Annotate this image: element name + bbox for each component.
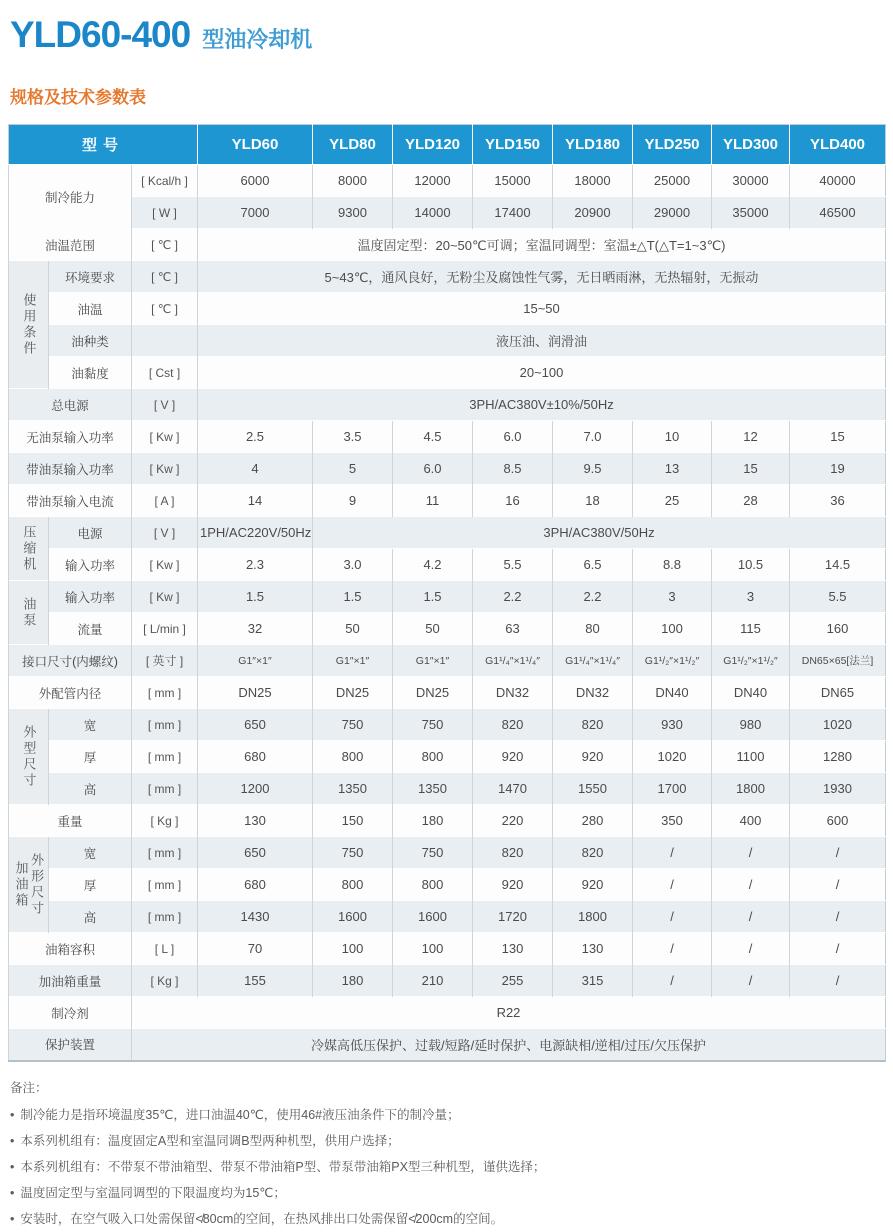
table-row [9,773,886,805]
value-cell: 220 [473,805,553,837]
value-cell: 1020 [790,709,886,741]
value-cell: 1430 [198,901,313,933]
model-header-cell: YLD400 [790,125,886,165]
value-cell: 750 [393,709,473,741]
vertical-group-text: 加油箱 [13,860,29,909]
model-header-cell: YLD250 [633,125,712,165]
row-label-cell: 带油泵输入电流 [9,485,132,517]
value-cell: 9 [313,485,393,517]
row-label-cell: 高 [49,901,132,933]
value-cell: 820 [553,837,633,869]
unit-cell: [ ℃ ] [132,229,198,261]
value-cell: 1470 [473,773,553,805]
value-cell: 2.2 [473,581,553,613]
value-cell: 5 [313,453,393,485]
row-label-cell: 带油泵输入功率 [9,453,132,485]
value-cell: 20900 [553,197,633,229]
value-cell: 1020 [633,741,712,773]
value-cell: 50 [313,613,393,645]
value-cell: 1.5 [313,581,393,613]
value-cell: G1¹/₄″×1¹/₄″ [553,645,633,677]
group-label-cell [9,517,49,581]
value-cell: 6.5 [553,549,633,581]
value-cell: 3.0 [313,549,393,581]
span-value-cell: R22 [132,997,886,1029]
unit-cell: [ ℃ ] [132,261,198,293]
value-cell: 750 [313,709,393,741]
group-label-cell [9,709,49,805]
table-row [9,1029,886,1061]
value-cell: G1″×1″ [393,645,473,677]
value-cell: 40000 [790,165,886,197]
row-label-cell: 环境要求 [49,261,132,293]
model-header-cell: YLD60 [198,125,313,165]
value-cell: 920 [553,869,633,901]
value-cell: / [633,965,712,997]
unit-cell: [ mm ] [132,677,198,709]
row-label-cell: 油黏度 [49,357,132,389]
value-cell: 820 [553,709,633,741]
value-cell: 315 [553,965,633,997]
value-cell: 350 [633,805,712,837]
unit-cell: [ L ] [132,933,198,965]
value-cell: 1720 [473,901,553,933]
value-cell: 19 [790,453,886,485]
value-cell: 2.2 [553,581,633,613]
table-row [9,997,886,1029]
table-row [9,293,886,325]
value-cell: 36 [790,485,886,517]
unit-cell: [ Cst ] [132,357,198,389]
value-cell: 750 [393,837,473,869]
model-header-cell: YLD300 [712,125,790,165]
value-cell: 255 [473,965,553,997]
table-row [9,229,886,261]
value-cell: 1800 [553,901,633,933]
value-cell: 13 [633,453,712,485]
value-cell: 1PH/AC220V/50Hz [198,517,313,549]
row-label-cell: 厚 [49,741,132,773]
row-label-cell: 油温范围 [9,229,132,261]
unit-cell: [ mm ] [132,709,198,741]
value-cell: 4.5 [393,421,473,453]
value-cell: / [712,933,790,965]
unit-cell: [ V ] [132,389,198,421]
note-text: 本系列机组有：温度固定A型和室温同调B型两种机型，供用户选择； [20,1133,400,1148]
value-cell: / [712,965,790,997]
value-cell: 930 [633,709,712,741]
value-cell: 11 [393,485,473,517]
value-cell: 6000 [198,165,313,197]
unit-cell: [ W ] [132,197,198,229]
value-cell: 1200 [198,773,313,805]
bullet-icon: • [10,1211,15,1226]
table-row [9,517,886,549]
value-cell: G1″×1″ [313,645,393,677]
value-cell: 12000 [393,165,473,197]
value-cell: 70 [198,933,313,965]
value-cell: 130 [198,805,313,837]
value-cell: 80 [553,613,633,645]
row-label-cell: 宽 [49,709,132,741]
note-item [10,1102,885,1128]
row-label-cell: 电源 [49,517,132,549]
value-cell: 115 [712,613,790,645]
unit-cell: [ mm ] [132,901,198,933]
value-cell: 650 [198,837,313,869]
value-cell: 650 [198,709,313,741]
table-row [9,901,886,933]
unit-cell: [ mm ] [132,773,198,805]
unit-cell: [ Kw ] [132,421,198,453]
table-row [9,581,886,613]
row-label-cell: 保护装置 [9,1029,132,1061]
value-cell: 1550 [553,773,633,805]
table-row [9,741,886,773]
value-cell: / [790,933,886,965]
value-cell: 1.5 [393,581,473,613]
value-cell: 2.5 [198,421,313,453]
table-row [9,421,886,453]
unit-cell: [ mm ] [132,869,198,901]
table-row [9,389,886,421]
row-label-cell: 总电源 [9,389,132,421]
table-row [9,933,886,965]
row-label-cell: 制冷能力 [9,165,132,229]
value-cell: 800 [393,869,473,901]
value-cell: 8.8 [633,549,712,581]
row-label-cell: 流量 [49,613,132,645]
model-header-cell: YLD120 [393,125,473,165]
bullet-icon: • [10,1185,15,1200]
value-cell: 800 [393,741,473,773]
table-row [9,709,886,741]
row-label-cell: 输入功率 [49,549,132,581]
row-label-cell: 厚 [49,869,132,901]
value-cell: 10 [633,421,712,453]
value-cell: 18000 [553,165,633,197]
value-cell: 9300 [313,197,393,229]
unit-cell: [ L/min ] [132,613,198,645]
value-cell: 1350 [313,773,393,805]
note-text: 安装时，在空气吸入口处需保留≮80cm的空间，在热风排出口处需保留≮200cm的空间。 [20,1211,504,1226]
notes [8,1078,885,1232]
value-cell: 1350 [393,773,473,805]
value-cell: DN25 [393,677,473,709]
bullet-icon: • [10,1159,15,1174]
value-cell: 920 [473,741,553,773]
value-cell: 1.5 [198,581,313,613]
span-value-cell: 3PH/AC380V/50Hz [313,517,886,549]
bullet-icon: • [10,1107,15,1122]
row-label-cell: 油温 [49,293,132,325]
unit-cell [132,325,198,357]
value-cell: 180 [313,965,393,997]
span-value-cell: 液压油、润滑油 [198,325,886,357]
table-row [9,261,886,293]
value-cell: / [712,837,790,869]
bullet-icon: • [10,1133,15,1148]
page-title-suffix: 型油冷却机 [202,27,313,52]
value-cell: 25000 [633,165,712,197]
value-cell: DN40 [712,677,790,709]
value-cell: / [790,901,886,933]
value-cell: 400 [712,805,790,837]
value-cell: 63 [473,613,553,645]
value-cell: 100 [313,933,393,965]
unit-cell: [ A ] [132,485,198,517]
value-cell: 980 [712,709,790,741]
value-cell: 10.5 [712,549,790,581]
model-header-cell: YLD80 [313,125,393,165]
row-label-cell: 宽 [49,837,132,869]
value-cell: 280 [553,805,633,837]
value-cell: 18 [553,485,633,517]
row-label-cell: 制冷剂 [9,997,132,1029]
value-cell: 4.2 [393,549,473,581]
value-cell: G1″×1″ [198,645,313,677]
page-title [8,14,885,56]
value-cell: / [633,933,712,965]
note-text: 本系列机组有：不带泵不带油箱型、带泵不带油箱P型、带泵带油箱PX型三种机型，谨供选择； [20,1159,546,1174]
table-row [9,325,886,357]
value-cell: DN25 [198,677,313,709]
unit-cell: [ 英寸 ] [132,645,198,677]
value-cell: 3 [633,581,712,613]
value-cell: 14.5 [790,549,886,581]
value-cell: DN25 [313,677,393,709]
value-cell: 6.0 [393,453,473,485]
value-cell: 50 [393,613,473,645]
value-cell: 46500 [790,197,886,229]
row-label-cell: 油种类 [49,325,132,357]
value-cell: 14 [198,485,313,517]
vertical-group-text: 外形尺寸 [29,852,45,917]
unit-cell: [ Kg ] [132,965,198,997]
value-cell: 5.5 [790,581,886,613]
page-title-model: YLD60-400 [10,14,191,55]
unit-cell: [ mm ] [132,837,198,869]
span-value-cell: 15~50 [198,293,886,325]
note-item [10,1154,885,1180]
note-item [10,1128,885,1154]
vertical-group-text: 油泵 [21,596,37,629]
value-cell: 680 [198,869,313,901]
value-cell: 800 [313,869,393,901]
value-cell: 9.5 [553,453,633,485]
table-row [9,965,886,997]
value-cell: G1¹/₂″×1¹/₂″ [633,645,712,677]
unit-cell: [ Kg ] [132,805,198,837]
model-header-cell: YLD180 [553,125,633,165]
value-cell: 100 [633,613,712,645]
value-cell: / [633,837,712,869]
value-cell: 8.5 [473,453,553,485]
value-cell: 1280 [790,741,886,773]
row-label-cell: 加油箱重量 [9,965,132,997]
table-row [9,549,886,581]
row-label-cell: 输入功率 [49,581,132,613]
group-label-cell [9,261,49,389]
value-cell: 7000 [198,197,313,229]
value-cell: 600 [790,805,886,837]
value-cell: 180 [393,805,473,837]
value-cell: DN32 [473,677,553,709]
value-cell: 14000 [393,197,473,229]
value-cell: 6.0 [473,421,553,453]
value-cell: 32 [198,613,313,645]
value-cell: / [790,837,886,869]
table-row [9,677,886,709]
value-cell: 7.0 [553,421,633,453]
table-row [9,805,886,837]
note-text: 制冷能力是指环境温度35℃，进口油温40℃，使用46#液压油条件下的制冷量； [20,1107,460,1122]
value-cell: 210 [393,965,473,997]
value-cell: 25 [633,485,712,517]
value-cell: 150 [313,805,393,837]
note-item [10,1206,885,1232]
value-cell: / [633,901,712,933]
group-label-cell [9,581,49,645]
value-cell: DN32 [553,677,633,709]
value-cell: DN40 [633,677,712,709]
value-cell: 1100 [712,741,790,773]
unit-cell: [ Kcal/h ] [132,165,198,197]
value-cell: 15000 [473,165,553,197]
value-cell: 160 [790,613,886,645]
table-row [9,357,886,389]
value-cell: 15 [790,421,886,453]
row-label-cell: 高 [49,773,132,805]
value-cell: 16 [473,485,553,517]
value-cell: 28 [712,485,790,517]
vertical-group-text: 压缩机 [21,524,37,573]
value-cell: 155 [198,965,313,997]
value-cell: 3.5 [313,421,393,453]
value-cell: / [790,965,886,997]
value-cell: 1700 [633,773,712,805]
span-value-cell: 20~100 [198,357,886,389]
unit-cell: [ V ] [132,517,198,549]
span-value-cell: 3PH/AC380V±10%/50Hz [198,389,886,421]
notes-title: 备注： [10,1080,48,1095]
unit-cell: [ Kw ] [132,581,198,613]
unit-cell: [ Kw ] [132,549,198,581]
spec-table [8,124,886,1062]
value-cell: G1¹/₄″×1¹/₄″ [473,645,553,677]
value-cell: 920 [553,741,633,773]
note-text: 温度固定型与室温同调型的下限温度均为15℃； [20,1185,286,1200]
row-label-cell: 外配管内径 [9,677,132,709]
value-cell: / [633,869,712,901]
row-label-cell: 重量 [9,805,132,837]
span-value-cell: 温度固定型：20~50℃可调；室温同调型：室温±△T(△T=1~3℃) [198,229,886,261]
value-cell: 750 [313,837,393,869]
row-label-cell: 油箱容积 [9,933,132,965]
value-cell: 130 [553,933,633,965]
vertical-group-text: 使用条件 [21,292,37,357]
value-cell: 1600 [393,901,473,933]
table-header-row [9,125,886,165]
value-cell: 1600 [313,901,393,933]
unit-cell: [ Kw ] [132,453,198,485]
value-cell: 820 [473,709,553,741]
value-cell: 800 [313,741,393,773]
value-cell: 920 [473,869,553,901]
row-label-cell: 接口尺寸(内螺纹) [9,645,132,677]
unit-cell: [ ℃ ] [132,293,198,325]
value-cell: 17400 [473,197,553,229]
value-cell: / [790,869,886,901]
value-cell: 820 [473,837,553,869]
value-cell: 680 [198,741,313,773]
value-cell: 12 [712,421,790,453]
model-header-cell: YLD150 [473,125,553,165]
table-row [9,645,886,677]
row-label-cell: 无油泵输入功率 [9,421,132,453]
vertical-group-text: 外型尺寸 [21,724,37,789]
model-column-title: 型号 [9,125,198,165]
section-subtitle: 规格及技术参数表 [10,88,146,107]
table-row [9,837,886,869]
value-cell: 5.5 [473,549,553,581]
value-cell: G1¹/₂″×1¹/₂″ [712,645,790,677]
table-row [9,869,886,901]
value-cell: 35000 [712,197,790,229]
value-cell: / [712,901,790,933]
value-cell: 1930 [790,773,886,805]
unit-cell: [ mm ] [132,741,198,773]
value-cell: 4 [198,453,313,485]
table-row [9,453,886,485]
spec-table-body [9,125,886,1061]
value-cell: 130 [473,933,553,965]
table-row [9,165,886,197]
value-cell: 15 [712,453,790,485]
value-cell: 1800 [712,773,790,805]
value-cell: DN65×65[法兰] [790,645,886,677]
value-cell: 100 [393,933,473,965]
table-row [9,485,886,517]
group-label-cell [9,837,49,933]
value-cell: 29000 [633,197,712,229]
span-value-cell: 5~43℃，通风良好，无粉尘及腐蚀性气雾，无日晒雨淋，无热辐射，无振动 [198,261,886,293]
value-cell: 30000 [712,165,790,197]
value-cell: 8000 [313,165,393,197]
value-cell: / [712,869,790,901]
value-cell: 3 [712,581,790,613]
note-item [10,1180,885,1206]
value-cell: 2.3 [198,549,313,581]
span-value-cell: 冷媒高低压保护、过载/短路/延时保护、电源缺相/逆相/过压/欠压保护 [132,1029,886,1061]
table-row [9,613,886,645]
value-cell: DN65 [790,677,886,709]
table-row [9,197,886,229]
